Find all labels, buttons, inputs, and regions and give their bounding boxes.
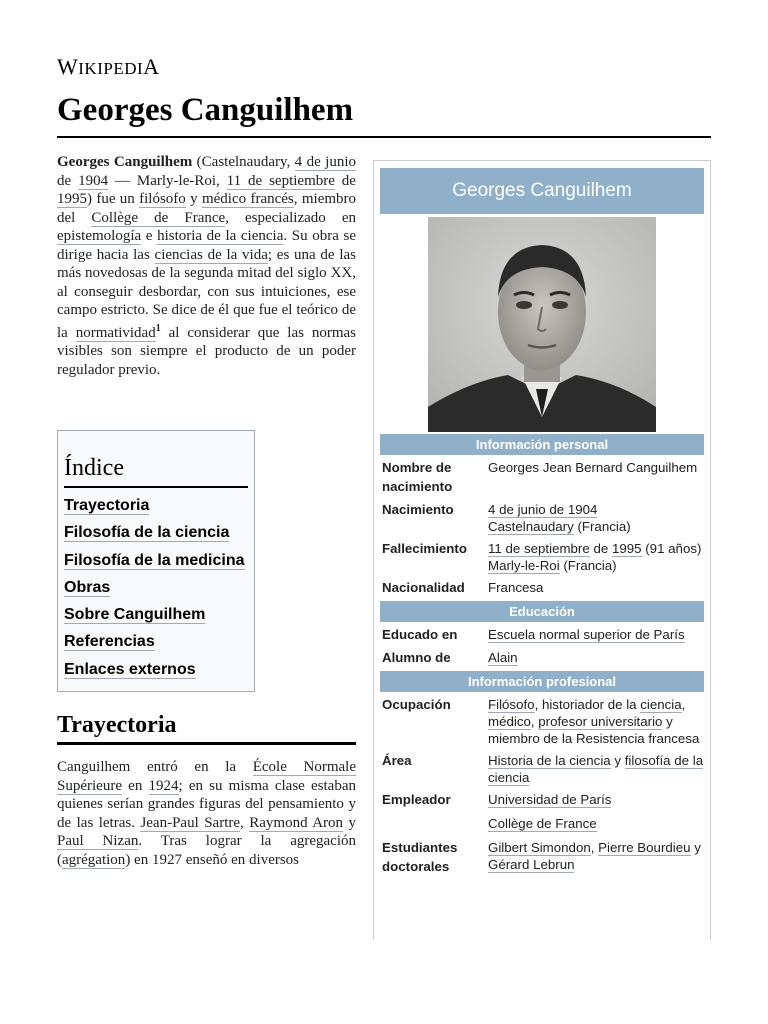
link-epistemologia[interactable]: epistemología (57, 228, 142, 244)
label-ocupacion: Ocupación (382, 697, 451, 712)
link-marly-le-roi[interactable]: Marly-le-Roi (488, 558, 560, 573)
toc-item-label: Filosofía de la medicina (64, 551, 245, 569)
row-empleador (380, 790, 704, 832)
label-fallecimiento: Fallecimiento (382, 541, 467, 556)
toc-item-obras[interactable] (64, 578, 248, 605)
section-heading-trayectoria: Trayectoria (57, 712, 177, 738)
row-nacimiento (380, 500, 704, 535)
link-normatividad[interactable]: normatividad (75, 324, 156, 341)
toc-item-enlaces-externos[interactable] (64, 660, 248, 687)
ocupacion-text: , historiador de la (534, 697, 641, 712)
value-area (488, 751, 704, 786)
label-nacionalidad: Nacionalidad (382, 580, 465, 595)
value-nombre: Georges Jean Bernard Canguilhem (488, 460, 698, 475)
section-text: en (121, 777, 149, 794)
portrait-photo[interactable] (428, 217, 656, 432)
section-text: . Tras lograr la agregación ( (57, 833, 357, 868)
value-fallecimiento (488, 539, 704, 574)
toc-item-label: Referencias (64, 633, 155, 651)
link-lebrun[interactable]: Gérard Lebrun (488, 857, 575, 872)
link-college-de-france-employer[interactable]: Collège de France (488, 816, 597, 831)
link-filosofo[interactable]: filósofo (139, 191, 186, 207)
section-header-personal: Información personal (380, 434, 704, 455)
row-area (380, 751, 704, 786)
lead-text: ; es una de las más novedosas de la segunda mitad del siglo XX, al conseguir desbordar, con sus intuiciones, ese campo estricto. Se dice de él que fue el teórico de la (57, 246, 356, 341)
toc-item-filosofia-ciencia[interactable] (64, 523, 248, 550)
toc-item-sobre-canguilhem[interactable] (64, 605, 248, 632)
section-divider (57, 742, 356, 745)
reference-1[interactable]: 1 (155, 322, 161, 334)
lead-text: (Castelnaudary, (192, 154, 295, 170)
row-nombre (380, 458, 704, 496)
link-simondon[interactable]: Gilbert Simondon (488, 840, 591, 855)
section-text: ) en 1927 enseñó en diversos (125, 851, 300, 868)
lead-text: — Marly-le-Roi, (108, 172, 227, 189)
lead-subject-name: Georges Canguilhem (57, 154, 193, 170)
page-title: Georges Canguilhem (57, 92, 354, 128)
link-castelnaudary[interactable]: Castelnaudary (488, 519, 574, 534)
trayectoria-paragraph (57, 758, 356, 869)
row-nacionalidad (380, 578, 704, 597)
section-text: ; en su misma clase estaban quienes serían grandes figuras del pensamiento y de las letras. (57, 777, 356, 831)
ocupacion-text: , (681, 697, 686, 712)
label-empleador: Empleador (382, 792, 451, 807)
label-area: Área (382, 753, 412, 768)
toc-item-label: Filosofía de la ciencia (64, 524, 230, 542)
estudiantes-text: y (690, 840, 701, 855)
row-alumno (380, 648, 704, 667)
link-medico-frances[interactable]: médico francés (201, 191, 294, 207)
infobox-header: Georges Canguilhem (380, 168, 704, 214)
toc-item-trayectoria[interactable] (64, 496, 248, 523)
link-birth-year[interactable]: 1904 (78, 172, 109, 189)
link-aron[interactable]: Raymond Aron (249, 814, 344, 831)
link-escuela-normal[interactable]: Escuela normal superior de París (488, 627, 685, 642)
link-filosofo-occupation[interactable]: Filósofo (488, 697, 535, 712)
area-text: y (610, 753, 625, 768)
row-fallecimiento (380, 539, 704, 574)
link-nacimiento-date[interactable]: 4 de junio de 1904 (488, 502, 598, 517)
value-ocupacion (488, 695, 704, 747)
value-educado (488, 625, 704, 644)
link-universidad-paris[interactable]: Universidad de París (488, 792, 612, 807)
toc-item-label: Enlaces externos (64, 660, 196, 678)
row-educado (380, 625, 704, 644)
row-ocupacion (380, 695, 704, 747)
section-text: , (240, 814, 250, 831)
wikipedia-wordmark[interactable] (57, 54, 160, 80)
toc-item-referencias[interactable] (64, 632, 248, 659)
toc-item-label: Sobre Canguilhem (64, 606, 206, 624)
fallecimiento-country: (Francia) (559, 558, 617, 573)
link-college-de-france[interactable]: Collège de France (91, 209, 226, 226)
section-header-education: Educación (380, 601, 704, 622)
link-1924[interactable]: 1924 (148, 777, 179, 794)
ocupacion-text: , (530, 714, 539, 729)
value-nacimiento (488, 500, 704, 535)
toc-item-label: Obras (64, 578, 111, 596)
label-educado: Educado en (382, 627, 458, 642)
link-historia-de-la-ciencia[interactable]: Historia de la ciencia (488, 753, 611, 768)
label-alumno: Alumno de (382, 650, 451, 665)
lead-text: , miembro del (57, 191, 357, 226)
value-alumno (488, 648, 704, 667)
link-profesor-universitario[interactable]: profesor universitario (538, 714, 663, 729)
wordmark-end: A (143, 54, 160, 79)
link-bourdieu[interactable]: Pierre Bourdieu (598, 840, 691, 855)
label-nacimiento: Nacimiento (382, 502, 454, 517)
lead-text: ) fue un (87, 191, 140, 207)
toc-item-filosofia-medicina[interactable] (64, 551, 248, 578)
toc-item-label: Trayectoria (64, 497, 150, 514)
link-sartre[interactable]: Jean-Paul Sartre (140, 814, 241, 831)
link-agregation[interactable]: agrégation (62, 851, 126, 868)
lead-text: de (334, 172, 356, 189)
infobox (373, 160, 711, 940)
link-death-year[interactable]: 1995 (57, 191, 87, 207)
lead-text: al considerar que las normas visibles son siempre el producto de un poder regulador previo. (57, 324, 356, 378)
lead-paragraph (57, 153, 356, 379)
title-divider (57, 136, 711, 138)
section-text: Canguilhem entró en la (57, 759, 253, 775)
link-ciencia[interactable]: ciencia (640, 697, 682, 712)
lead-text: de (57, 172, 79, 189)
section-header-professional: Información profesional (380, 671, 704, 692)
fallecimiento-age: (91 años) (641, 541, 702, 556)
toc-title: Índice (64, 455, 248, 488)
label-estudiantes: Estudiantes doctorales (382, 840, 458, 874)
link-alain[interactable]: Alain (488, 650, 518, 665)
link-fallecimiento-date[interactable]: 11 de septiembre (488, 541, 590, 556)
value-nacionalidad: Francesa (488, 580, 544, 595)
nacimiento-country: (Francia) (573, 519, 631, 534)
value-empleador (488, 790, 704, 832)
fallecimiento-de: de (589, 541, 612, 556)
lead-text: . Su obra se dirige hacia las (57, 228, 356, 263)
ocupacion-text: y miembro de la Resistencia francesa (488, 714, 700, 746)
link-fallecimiento-year[interactable]: 1995 (611, 541, 642, 556)
lead-text: , especializado en (225, 209, 357, 226)
wordmark-initial: W (57, 54, 79, 79)
lead-text: y (185, 191, 202, 207)
link-nizan[interactable]: Paul Nizan (57, 833, 139, 849)
value-estudiantes (488, 838, 704, 876)
lead-text: e (141, 228, 158, 244)
link-historia-ciencia[interactable]: historia de la ciencia (157, 228, 284, 244)
label-nombre: Nombre de nacimiento (382, 460, 453, 494)
link-ecole-normale[interactable]: École Normale Supérieure (57, 759, 356, 794)
link-death-date[interactable]: 11 de septiembre (226, 172, 335, 189)
link-medico[interactable]: médico (488, 714, 531, 729)
link-ciencias-vida[interactable]: ciencias de la vida (154, 246, 268, 263)
row-estudiantes (380, 838, 704, 876)
link-birth-date[interactable]: 4 de junio (294, 154, 357, 170)
wordmark-middle: IKIPEDI (78, 59, 144, 78)
estudiantes-text: , (590, 840, 599, 855)
link-filosofia-de-la-ciencia[interactable]: filosofía de la ciencia (488, 753, 704, 785)
table-of-contents (57, 430, 255, 692)
section-text: y (343, 814, 357, 831)
